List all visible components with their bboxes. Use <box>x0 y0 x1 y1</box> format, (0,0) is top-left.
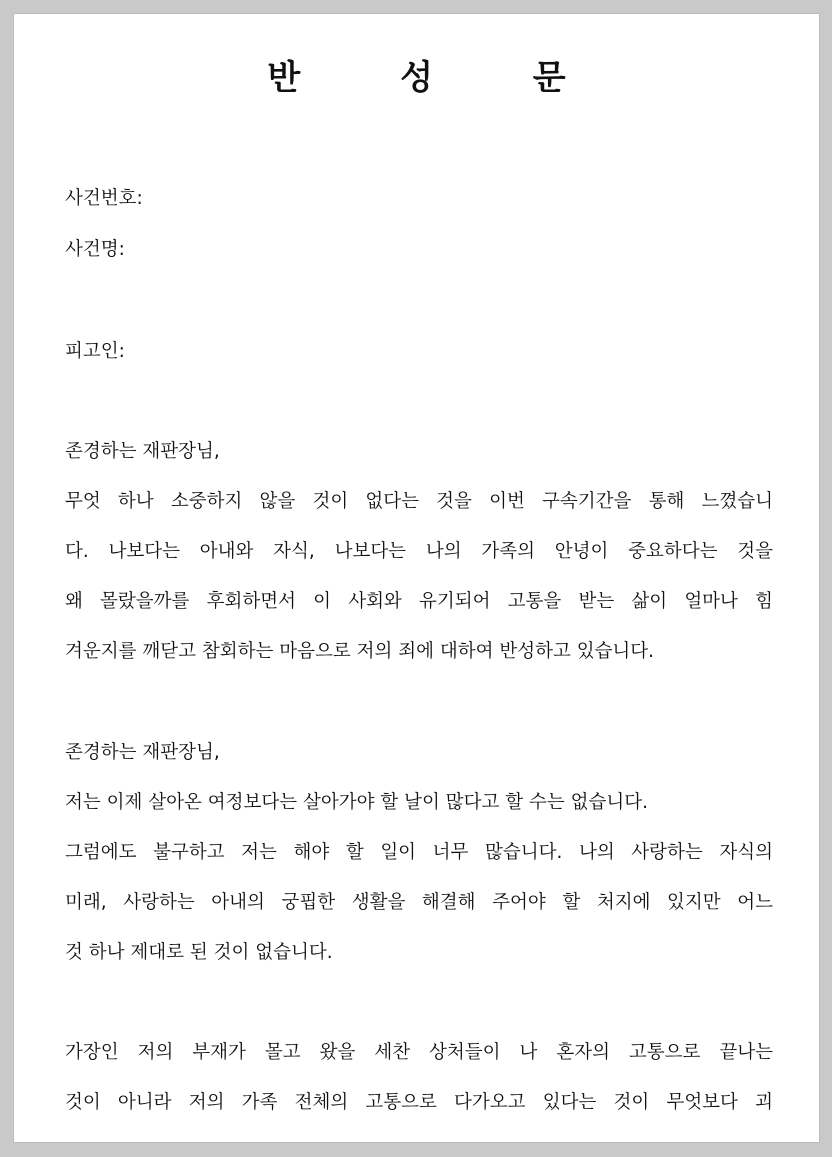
paragraph-2-line: 저는 이제 살아온 여정보다는 살아가야 할 날이 많다고 할 수는 없습니다. <box>65 792 648 813</box>
document-page <box>14 14 819 1142</box>
paragraph-1-line: 무엇 하나 소중하지 않을 것이 없다는 것을 이번 구속기간을 통해 느꼈습니 <box>65 491 773 512</box>
case-name-label: 사건명: <box>65 239 125 260</box>
paragraph-2-line: 미래, 사랑하는 아내의 궁핍한 생활을 해결해 주어야 할 처지에 있지만 어느 <box>65 892 773 913</box>
paragraph-2-line: 그럼에도 불구하고 저는 해야 할 일이 너무 많습니다. 나의 사랑하는 자식의 <box>65 842 773 863</box>
defendant-label: 피고인: <box>65 341 125 362</box>
paragraph-3-line: 가장인 저의 부재가 몰고 왔을 세찬 상처들이 나 혼자의 고통으로 끝나는 <box>65 1042 773 1063</box>
salutation-1: 존경하는 재판장님, <box>65 441 220 462</box>
salutation-2: 존경하는 재판장님, <box>65 742 220 763</box>
paragraph-2-line: 것 하나 제대로 된 것이 없습니다. <box>65 942 333 963</box>
paragraph-1-line: 왜 몰랐을까를 후회하면서 이 사회와 유기되어 고통을 받는 삶이 얼마나 힘 <box>65 591 773 612</box>
paragraph-1-line: 다. 나보다는 아내와 자식, 나보다는 나의 가족의 안녕이 중요하다는 것을 <box>65 541 773 562</box>
case-number-label: 사건번호: <box>65 188 143 209</box>
document-title: 반 성 문 <box>267 58 610 98</box>
paragraph-3-line: 것이 아니라 저의 가족 전체의 고통으로 다가오고 있다는 것이 무엇보다 괴 <box>65 1092 773 1113</box>
paragraph-1-line: 겨운지를 깨닫고 참회하는 마음으로 저의 죄에 대하여 반성하고 있습니다. <box>65 641 655 662</box>
